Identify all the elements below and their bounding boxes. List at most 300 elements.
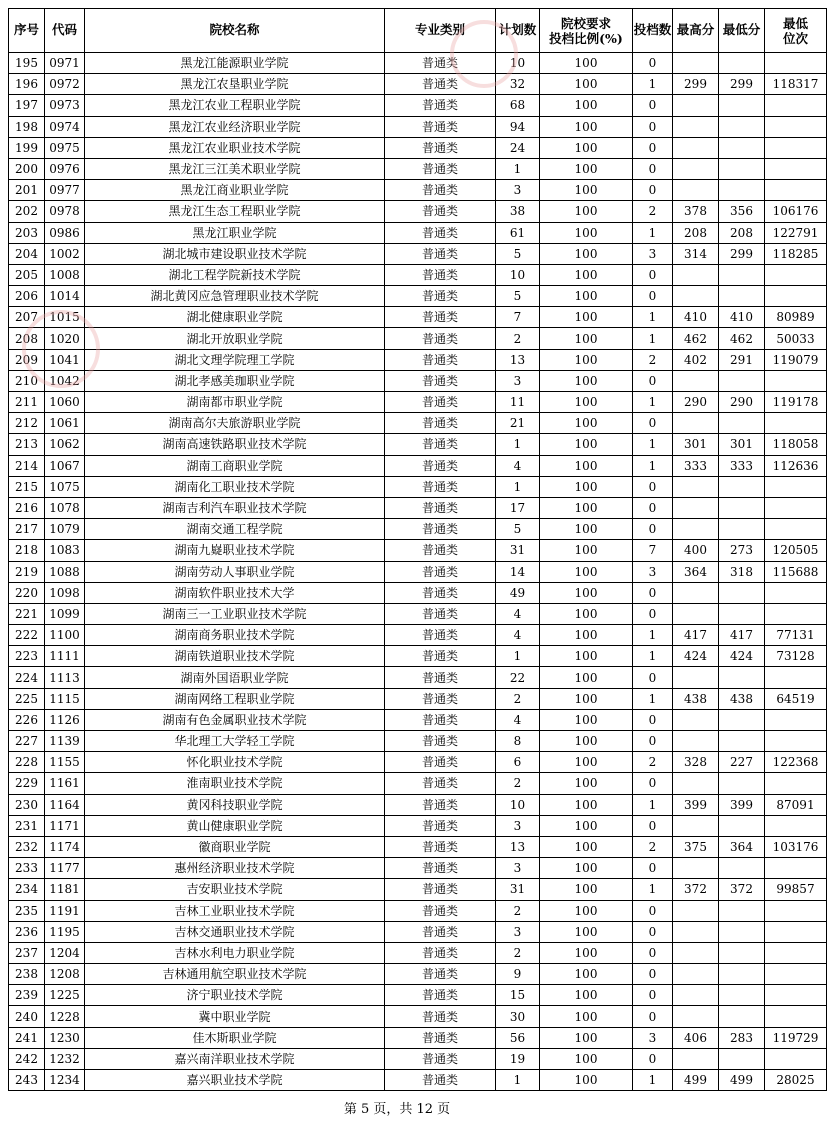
header-rank-line2: 位次: [782, 30, 808, 46]
cell-plan-count: 61: [496, 222, 540, 243]
cell-ratio: 100: [540, 1006, 633, 1027]
cell-min-rank: 28025: [765, 1070, 827, 1091]
cell-school-name: 嘉兴职业技术学院: [85, 1070, 385, 1091]
cell-min-rank: 119729: [765, 1027, 827, 1048]
table-row: [9, 964, 827, 985]
cell-min-rank: 122791: [765, 222, 827, 243]
cell-index: 227: [9, 731, 45, 752]
cell-category: 普通类: [385, 476, 496, 497]
cell-school-name: 嘉兴南洋职业技术学院: [85, 1048, 385, 1069]
cell-school-name: 湖北黄冈应急管理职业技术学院: [85, 286, 385, 307]
cell-min-score: [719, 180, 765, 201]
cell-school-name: 湖南高速铁路职业技术学院: [85, 434, 385, 455]
cell-plan-count: 3: [496, 921, 540, 942]
cell-ratio: 100: [540, 286, 633, 307]
cell-min-rank: 115688: [765, 561, 827, 582]
cell-category: 普通类: [385, 752, 496, 773]
cell-max-score: [673, 964, 719, 985]
cell-max-score: 372: [673, 879, 719, 900]
cell-category: 普通类: [385, 74, 496, 95]
cell-min-score: 318: [719, 561, 765, 582]
cell-ratio: 100: [540, 264, 633, 285]
cell-plan-count: 17: [496, 497, 540, 518]
cell-admitted-count: 7: [633, 540, 673, 561]
cell-ratio: 100: [540, 709, 633, 730]
cell-admitted-count: 1: [633, 794, 673, 815]
cell-school-name: 湖南三一工业职业技术学院: [85, 603, 385, 624]
cell-category: 普通类: [385, 582, 496, 603]
cell-plan-count: 3: [496, 370, 540, 391]
cell-ratio: 100: [540, 900, 633, 921]
cell-min-rank: [765, 603, 827, 624]
cell-admitted-count: 1: [633, 392, 673, 413]
cell-code: 1204: [45, 942, 85, 963]
cell-plan-count: 21: [496, 413, 540, 434]
cell-min-rank: [765, 582, 827, 603]
cell-plan-count: 5: [496, 286, 540, 307]
cell-school-name: 湖南工商职业学院: [85, 455, 385, 476]
cell-max-score: [673, 1048, 719, 1069]
table-row: [9, 519, 827, 540]
table-row: [9, 879, 827, 900]
cell-min-score: [719, 921, 765, 942]
cell-min-rank: [765, 1006, 827, 1027]
cell-index: 207: [9, 307, 45, 328]
cell-min-score: 417: [719, 625, 765, 646]
cell-min-score: [719, 731, 765, 752]
cell-min-score: [719, 1048, 765, 1069]
cell-ratio: 100: [540, 434, 633, 455]
cell-school-name: 惠州经济职业技术学院: [85, 858, 385, 879]
cell-category: 普通类: [385, 540, 496, 561]
cell-code: 1171: [45, 815, 85, 836]
cell-category: 普通类: [385, 1027, 496, 1048]
header-max-score: 最高分: [673, 9, 719, 53]
cell-ratio: 100: [540, 794, 633, 815]
cell-max-score: 290: [673, 392, 719, 413]
cell-admitted-count: 0: [633, 180, 673, 201]
cell-min-rank: [765, 985, 827, 1006]
cell-code: 0973: [45, 95, 85, 116]
cell-max-score: [673, 603, 719, 624]
cell-ratio: 100: [540, 497, 633, 518]
cell-min-score: 227: [719, 752, 765, 773]
cell-admitted-count: 0: [633, 985, 673, 1006]
cell-category: 普通类: [385, 900, 496, 921]
table-row: [9, 985, 827, 1006]
table-row: [9, 667, 827, 688]
cell-category: 普通类: [385, 709, 496, 730]
cell-min-rank: [765, 519, 827, 540]
cell-max-score: 402: [673, 349, 719, 370]
cell-max-score: [673, 921, 719, 942]
cell-plan-count: 2: [496, 900, 540, 921]
cell-admitted-count: 3: [633, 1027, 673, 1048]
table-row: [9, 497, 827, 518]
table-row: [9, 836, 827, 857]
cell-admitted-count: 2: [633, 752, 673, 773]
cell-min-rank: 119079: [765, 349, 827, 370]
table-row: [9, 1070, 827, 1091]
cell-max-score: 438: [673, 688, 719, 709]
cell-index: 216: [9, 497, 45, 518]
header-min-rank: [765, 9, 827, 53]
cell-min-rank: [765, 709, 827, 730]
cell-max-score: [673, 582, 719, 603]
cell-max-score: [673, 158, 719, 179]
cell-school-name: 湖北健康职业学院: [85, 307, 385, 328]
cell-ratio: 100: [540, 688, 633, 709]
table-row: [9, 646, 827, 667]
cell-index: 196: [9, 74, 45, 95]
cell-plan-count: 56: [496, 1027, 540, 1048]
header-plan-count: 计划数: [496, 9, 540, 53]
cell-ratio: 100: [540, 180, 633, 201]
cell-admitted-count: 0: [633, 53, 673, 74]
cell-category: 普通类: [385, 243, 496, 264]
cell-ratio: 100: [540, 603, 633, 624]
cell-category: 普通类: [385, 328, 496, 349]
cell-min-score: 499: [719, 1070, 765, 1091]
cell-index: 237: [9, 942, 45, 963]
cell-school-name: 淮南职业技术学院: [85, 773, 385, 794]
cell-ratio: 100: [540, 667, 633, 688]
cell-max-score: [673, 1006, 719, 1027]
cell-ratio: 100: [540, 158, 633, 179]
cell-index: 203: [9, 222, 45, 243]
cell-plan-count: 31: [496, 879, 540, 900]
cell-admitted-count: 0: [633, 286, 673, 307]
cell-school-name: 怀化职业技术学院: [85, 752, 385, 773]
cell-admitted-count: 1: [633, 222, 673, 243]
table-row: [9, 328, 827, 349]
cell-plan-count: 3: [496, 858, 540, 879]
table-row: [9, 709, 827, 730]
cell-plan-count: 13: [496, 349, 540, 370]
cell-ratio: 100: [540, 307, 633, 328]
cell-admitted-count: 1: [633, 688, 673, 709]
cell-ratio: 100: [540, 921, 633, 942]
cell-min-rank: 106176: [765, 201, 827, 222]
cell-school-name: 黑龙江农业经济职业学院: [85, 116, 385, 137]
cell-index: 220: [9, 582, 45, 603]
cell-code: 1228: [45, 1006, 85, 1027]
cell-min-score: 438: [719, 688, 765, 709]
cell-index: 236: [9, 921, 45, 942]
cell-ratio: 100: [540, 74, 633, 95]
table-row: [9, 858, 827, 879]
cell-admitted-count: 0: [633, 942, 673, 963]
cell-max-score: 462: [673, 328, 719, 349]
cell-code: 1042: [45, 370, 85, 391]
cell-min-rank: [765, 964, 827, 985]
cell-code: 0978: [45, 201, 85, 222]
cell-plan-count: 38: [496, 201, 540, 222]
cell-ratio: 100: [540, 116, 633, 137]
cell-ratio: 100: [540, 561, 633, 582]
cell-ratio: 100: [540, 476, 633, 497]
cell-min-rank: 87091: [765, 794, 827, 815]
cell-category: 普通类: [385, 264, 496, 285]
cell-min-rank: 118058: [765, 434, 827, 455]
cell-min-score: 283: [719, 1027, 765, 1048]
table-body: [9, 53, 827, 1091]
cell-min-score: 399: [719, 794, 765, 815]
cell-min-rank: [765, 731, 827, 752]
cell-ratio: 100: [540, 752, 633, 773]
cell-min-score: [719, 264, 765, 285]
cell-min-rank: 118285: [765, 243, 827, 264]
cell-ratio: 100: [540, 243, 633, 264]
cell-min-score: [719, 900, 765, 921]
cell-school-name: 湖北文理学院理工学院: [85, 349, 385, 370]
cell-code: 1014: [45, 286, 85, 307]
cell-min-score: [719, 667, 765, 688]
cell-index: 242: [9, 1048, 45, 1069]
cell-index: 226: [9, 709, 45, 730]
cell-category: 普通类: [385, 858, 496, 879]
cell-admitted-count: 0: [633, 921, 673, 942]
cell-min-score: [719, 964, 765, 985]
cell-plan-count: 22: [496, 667, 540, 688]
cell-max-score: [673, 667, 719, 688]
header-admitted-count: 投档数: [633, 9, 673, 53]
cell-min-rank: [765, 370, 827, 391]
table-row: [9, 222, 827, 243]
cell-plan-count: 10: [496, 53, 540, 74]
cell-code: 1161: [45, 773, 85, 794]
cell-ratio: 100: [540, 773, 633, 794]
cell-admitted-count: 1: [633, 328, 673, 349]
cell-min-rank: [765, 413, 827, 434]
cell-min-score: [719, 53, 765, 74]
cell-admitted-count: 0: [633, 731, 673, 752]
cell-school-name: 吉安职业技术学院: [85, 879, 385, 900]
table-row: [9, 137, 827, 158]
cell-max-score: [673, 900, 719, 921]
header-category: 专业类别: [385, 9, 496, 53]
cell-admitted-count: 1: [633, 646, 673, 667]
cell-max-score: [673, 286, 719, 307]
cell-plan-count: 9: [496, 964, 540, 985]
cell-admitted-count: 2: [633, 836, 673, 857]
cell-min-rank: [765, 286, 827, 307]
cell-min-score: [719, 942, 765, 963]
cell-ratio: 100: [540, 540, 633, 561]
cell-min-score: [719, 582, 765, 603]
cell-plan-count: 2: [496, 773, 540, 794]
cell-category: 普通类: [385, 646, 496, 667]
table-row: [9, 392, 827, 413]
cell-max-score: 333: [673, 455, 719, 476]
cell-admitted-count: 0: [633, 137, 673, 158]
cell-code: 0986: [45, 222, 85, 243]
cell-plan-count: 11: [496, 392, 540, 413]
cell-min-rank: [765, 158, 827, 179]
cell-index: 199: [9, 137, 45, 158]
cell-code: 1164: [45, 794, 85, 815]
cell-ratio: 100: [540, 95, 633, 116]
cell-admitted-count: 3: [633, 243, 673, 264]
cell-min-rank: 118317: [765, 74, 827, 95]
table-row: [9, 794, 827, 815]
cell-plan-count: 31: [496, 540, 540, 561]
cell-school-name: 湖北开放职业学院: [85, 328, 385, 349]
cell-index: 200: [9, 158, 45, 179]
cell-category: 普通类: [385, 794, 496, 815]
cell-index: 208: [9, 328, 45, 349]
cell-code: 1002: [45, 243, 85, 264]
cell-code: 1015: [45, 307, 85, 328]
cell-min-score: 301: [719, 434, 765, 455]
cell-max-score: [673, 985, 719, 1006]
table-row: [9, 603, 827, 624]
cell-min-rank: 80989: [765, 307, 827, 328]
cell-admitted-count: 0: [633, 815, 673, 836]
cell-min-rank: [765, 815, 827, 836]
cell-plan-count: 4: [496, 455, 540, 476]
cell-max-score: [673, 773, 719, 794]
cell-admitted-count: 0: [633, 116, 673, 137]
cell-plan-count: 1: [496, 158, 540, 179]
cell-school-name: 湖南都市职业学院: [85, 392, 385, 413]
cell-code: 1088: [45, 561, 85, 582]
cell-school-name: 黑龙江农业工程职业学院: [85, 95, 385, 116]
table-row: [9, 540, 827, 561]
cell-index: 219: [9, 561, 45, 582]
table-row: [9, 942, 827, 963]
cell-school-name: 黑龙江农业职业技术学院: [85, 137, 385, 158]
cell-index: 198: [9, 116, 45, 137]
cell-category: 普通类: [385, 879, 496, 900]
cell-ratio: 100: [540, 137, 633, 158]
cell-index: 235: [9, 900, 45, 921]
cell-code: 1061: [45, 413, 85, 434]
cell-ratio: 100: [540, 1048, 633, 1069]
cell-school-name: 湖南铁道职业技术学院: [85, 646, 385, 667]
cell-code: 1100: [45, 625, 85, 646]
cell-admitted-count: 0: [633, 497, 673, 518]
cell-ratio: 100: [540, 964, 633, 985]
cell-admitted-count: 0: [633, 858, 673, 879]
cell-school-name: 佳木斯职业学院: [85, 1027, 385, 1048]
cell-index: 215: [9, 476, 45, 497]
cell-max-score: [673, 731, 719, 752]
table-row: [9, 1048, 827, 1069]
cell-admitted-count: 0: [633, 773, 673, 794]
cell-ratio: 100: [540, 879, 633, 900]
cell-plan-count: 68: [496, 95, 540, 116]
cell-plan-count: 10: [496, 264, 540, 285]
cell-plan-count: 4: [496, 603, 540, 624]
admission-table-page: [8, 8, 819, 1091]
cell-code: 1083: [45, 540, 85, 561]
cell-school-name: 湖南交通工程学院: [85, 519, 385, 540]
cell-min-score: [719, 858, 765, 879]
cell-index: 241: [9, 1027, 45, 1048]
cell-school-name: 湖南高尔夫旅游职业学院: [85, 413, 385, 434]
cell-min-score: [719, 116, 765, 137]
cell-min-score: [719, 519, 765, 540]
cell-code: 1174: [45, 836, 85, 857]
cell-min-score: [719, 815, 765, 836]
cell-ratio: 100: [540, 519, 633, 540]
cell-min-rank: [765, 773, 827, 794]
cell-school-name: 湖北城市建设职业技术学院: [85, 243, 385, 264]
cell-code: 1079: [45, 519, 85, 540]
cell-code: 1139: [45, 731, 85, 752]
cell-admitted-count: 0: [633, 158, 673, 179]
cell-max-score: [673, 476, 719, 497]
cell-min-score: 299: [719, 243, 765, 264]
cell-plan-count: 10: [496, 794, 540, 815]
table-row: [9, 349, 827, 370]
cell-code: 1098: [45, 582, 85, 603]
cell-max-score: [673, 815, 719, 836]
cell-code: 1230: [45, 1027, 85, 1048]
cell-max-score: 375: [673, 836, 719, 857]
cell-index: 197: [9, 95, 45, 116]
cell-category: 普通类: [385, 434, 496, 455]
table-row: [9, 752, 827, 773]
cell-index: 225: [9, 688, 45, 709]
cell-school-name: 吉林通用航空职业技术学院: [85, 964, 385, 985]
cell-admitted-count: 0: [633, 413, 673, 434]
cell-min-rank: [765, 921, 827, 942]
cell-code: 1062: [45, 434, 85, 455]
table-row: [9, 688, 827, 709]
table-row: [9, 95, 827, 116]
cell-plan-count: 8: [496, 731, 540, 752]
cell-code: 1232: [45, 1048, 85, 1069]
cell-max-score: [673, 413, 719, 434]
cell-min-score: 291: [719, 349, 765, 370]
cell-school-name: 吉林工业职业技术学院: [85, 900, 385, 921]
cell-ratio: 100: [540, 582, 633, 603]
cell-school-name: 黄冈科技职业学院: [85, 794, 385, 815]
cell-admitted-count: 1: [633, 455, 673, 476]
cell-category: 普通类: [385, 158, 496, 179]
table-row: [9, 307, 827, 328]
cell-plan-count: 94: [496, 116, 540, 137]
cell-plan-count: 2: [496, 942, 540, 963]
cell-code: 1067: [45, 455, 85, 476]
cell-index: 210: [9, 370, 45, 391]
cell-ratio: 100: [540, 646, 633, 667]
cell-index: 214: [9, 455, 45, 476]
cell-max-score: 364: [673, 561, 719, 582]
cell-min-rank: [765, 180, 827, 201]
cell-admitted-count: 0: [633, 519, 673, 540]
cell-max-score: [673, 137, 719, 158]
cell-max-score: 378: [673, 201, 719, 222]
table-row: [9, 731, 827, 752]
cell-ratio: 100: [540, 328, 633, 349]
table-row: [9, 900, 827, 921]
table-row: [9, 74, 827, 95]
cell-min-score: 356: [719, 201, 765, 222]
cell-category: 普通类: [385, 95, 496, 116]
cell-min-rank: 122368: [765, 752, 827, 773]
cell-category: 普通类: [385, 307, 496, 328]
cell-min-score: 299: [719, 74, 765, 95]
cell-min-score: [719, 985, 765, 1006]
cell-code: 1020: [45, 328, 85, 349]
cell-min-rank: 73128: [765, 646, 827, 667]
cell-index: 243: [9, 1070, 45, 1091]
cell-max-score: 208: [673, 222, 719, 243]
cell-admitted-count: 1: [633, 879, 673, 900]
